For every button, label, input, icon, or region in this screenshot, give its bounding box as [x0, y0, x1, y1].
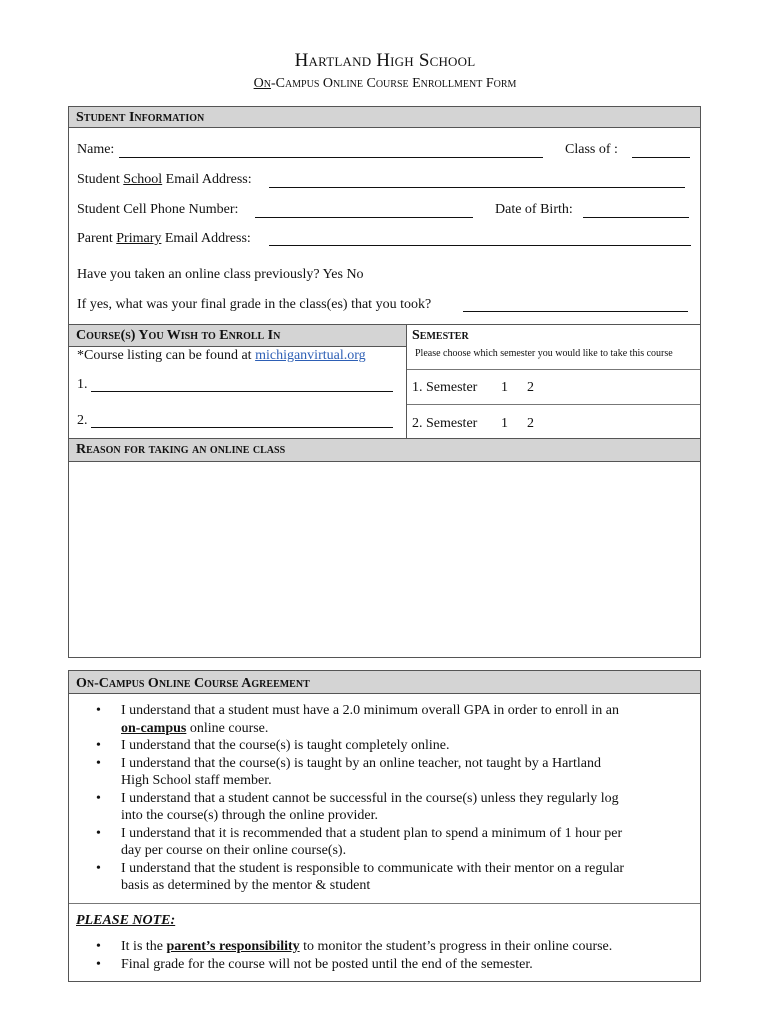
class-of-label: Class of : — [565, 142, 618, 157]
course-listing-note — [77, 348, 366, 364]
course-2-label: 2. — [77, 413, 88, 428]
agreement-item-5-line-2: day per course on their online course(s). — [121, 843, 347, 858]
note-item-1-post: to monitor the student’s progress in their online course. — [299, 939, 613, 954]
student-email-field[interactable] — [269, 187, 685, 188]
agreement-item-6-line-2: basis as determined by the mentor & student — [121, 878, 371, 893]
final-grade-field[interactable] — [463, 311, 688, 312]
semester-row-2 — [412, 416, 477, 432]
semester-2-option-2[interactable]: 2 — [527, 416, 534, 431]
final-grade-label: If yes, what was your final grade in the class(es) that you took? — [77, 297, 432, 312]
phone-label: Student Cell Phone Number: — [77, 202, 239, 217]
online-previous-question[interactable]: Have you taken an online class previously? Yes No — [77, 267, 364, 282]
subtitle-rest: -Campus Online Course Enrollment Form — [270, 76, 517, 91]
courses-heading: Course(s) You Wish to Enroll In — [69, 325, 406, 347]
semester-row-2-label: 2. Semester — [412, 416, 478, 431]
name-label: Name: — [77, 142, 115, 157]
agreement-item-3 — [75, 755, 695, 790]
agreement-item-4 — [75, 790, 695, 825]
agreement-item-2 — [75, 737, 695, 755]
student-email-label-post: Email Address: — [162, 172, 252, 187]
bullet: • — [96, 738, 101, 753]
semester-divider-2 — [407, 404, 700, 405]
course-1-label: 1. — [77, 377, 88, 392]
subtitle-first: On — [253, 76, 271, 91]
agreement-item-2-text: I understand that the course(s) is taught completely online. — [121, 738, 450, 753]
course-listing-text: *Course listing can be found at — [77, 348, 256, 363]
agreement-item-3-line-2: High School staff member. — [121, 773, 272, 788]
bullet: • — [96, 790, 101, 806]
name-field[interactable] — [119, 157, 543, 158]
semester-1-option-2[interactable]: 2 — [527, 380, 534, 395]
course-2-field[interactable] — [91, 427, 393, 428]
courses-section — [68, 324, 407, 439]
please-note-heading: PLEASE NOTE: — [76, 913, 176, 928]
phone-field[interactable] — [255, 217, 473, 218]
reason-section — [68, 438, 701, 658]
dob-field[interactable] — [583, 217, 689, 218]
parent-email-label-primary: Primary — [116, 231, 162, 246]
note-item-1 — [75, 938, 695, 956]
bullet: • — [96, 825, 101, 841]
semester-1-option-1[interactable]: 1 — [501, 380, 508, 395]
agreement-heading: On-Campus Online Course Agreement — [69, 671, 700, 694]
agreement-item-3-line-1: I understand that the course(s) is taught by an online teacher, not taught by a Hartland — [121, 755, 601, 771]
student-email-label-pre: Student — [77, 172, 124, 187]
michiganvirtual-link[interactable]: michiganvirtual.org — [255, 348, 366, 363]
note-item-1-pre: It is the — [121, 939, 167, 954]
agreement-item-6 — [75, 860, 695, 895]
note-list — [75, 938, 695, 973]
form-subtitle — [0, 76, 770, 92]
parent-email-label-post: Email Address: — [161, 231, 251, 246]
bullet: • — [96, 956, 101, 972]
course-1-field[interactable] — [91, 391, 393, 392]
agreement-note-divider — [69, 903, 700, 904]
agreement-item-6-line-1: I understand that the student is responsible to communicate with their mentor on a regular — [121, 860, 625, 876]
class-of-field[interactable] — [632, 157, 690, 158]
reason-heading: Reason for taking an online class — [69, 439, 700, 462]
reason-text-area[interactable] — [69, 462, 700, 657]
note-item-1-bold: parent’s responsibility — [166, 939, 300, 954]
agreement-item-1 — [75, 702, 695, 737]
parent-email-label-pre: Parent — [77, 231, 117, 246]
bullet: • — [96, 860, 101, 876]
agreement-list — [75, 702, 695, 895]
agreement-item-5-line-1: I understand that it is recommended that a student plan to spend a minimum of 1 hour per — [121, 825, 623, 841]
semester-heading: Semester — [407, 325, 700, 347]
form-title: Hartland High School — [294, 50, 476, 71]
note-item-2-text: Final grade for the course will not be posted until the end of the semester. — [121, 956, 533, 972]
agreement-item-1-post: online course. — [186, 720, 269, 736]
semester-row-1-label: 1. Semester — [412, 380, 478, 395]
bullet: • — [96, 755, 101, 771]
agreement-item-1-pre: I understand that a student must have a 2.0 minimum overall GPA in order to enroll in an — [121, 703, 619, 718]
semester-2-option-1[interactable]: 1 — [501, 416, 508, 431]
bullet: • — [96, 939, 101, 954]
student-info-heading: Student Information — [69, 107, 700, 128]
student-email-label — [77, 172, 252, 188]
semester-divider-1 — [407, 369, 700, 370]
parent-email-field[interactable] — [269, 245, 691, 246]
semester-row-1 — [412, 380, 477, 396]
agreement-item-4-line-1: I understand that a student cannot be successful in the course(s) unless they regularly log — [121, 790, 619, 806]
agreement-item-4-line-2: into the course(s) through the online provider. — [121, 808, 378, 823]
note-item-2 — [75, 956, 695, 974]
parent-email-label — [77, 231, 251, 247]
agreement-item-1-bold: on-campus — [121, 720, 187, 736]
agreement-item-5 — [75, 825, 695, 860]
bullet: • — [96, 703, 101, 718]
dob-label: Date of Birth: — [495, 202, 573, 217]
student-email-label-school: School — [123, 172, 163, 187]
semester-instruction: Please choose which semester you would like to take this course — [415, 348, 673, 359]
